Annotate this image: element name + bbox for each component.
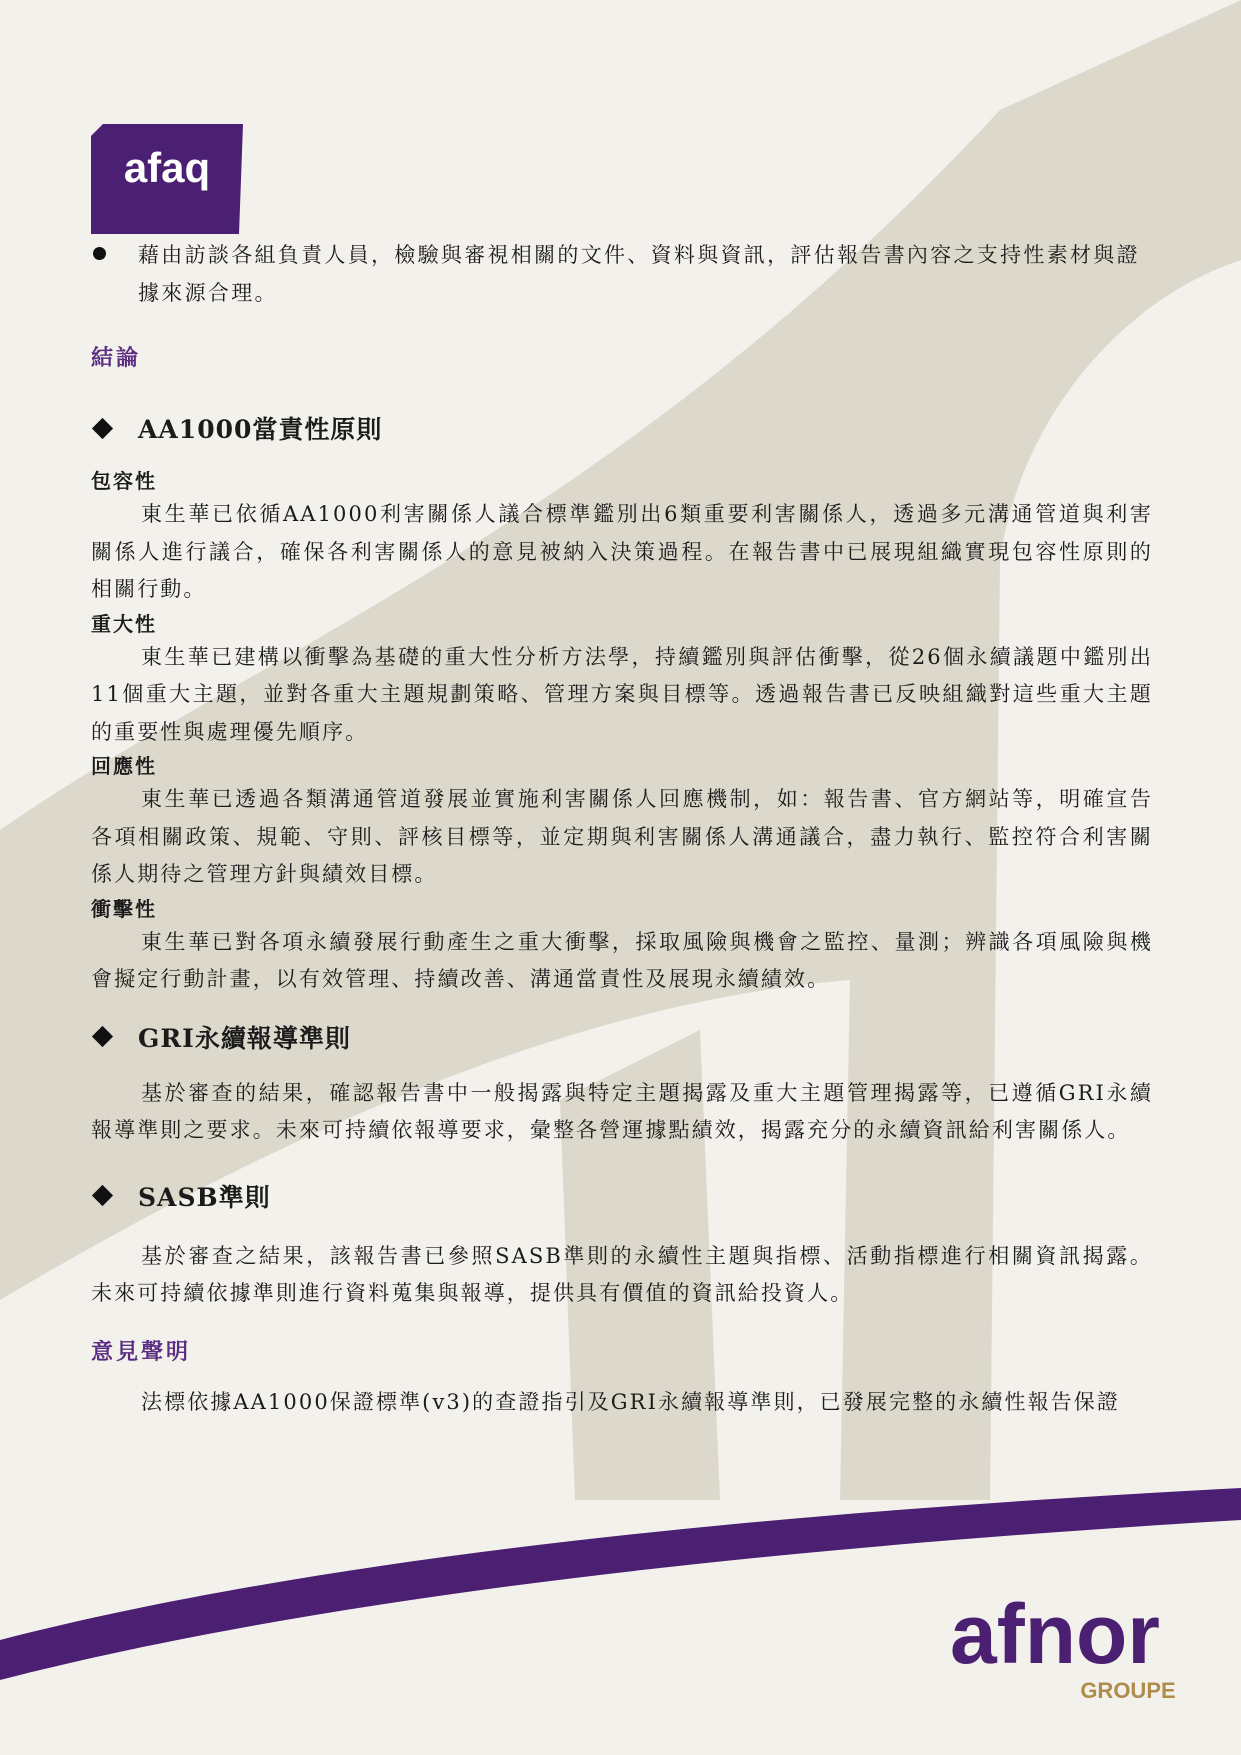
gri-heading bbox=[91, 1019, 1153, 1055]
responsiveness-label: 回應性 bbox=[91, 754, 157, 778]
aa1000-heading bbox=[91, 410, 1153, 446]
conclusion-title: 結論 bbox=[91, 345, 142, 371]
afaq-logo bbox=[91, 124, 243, 234]
sasb-heading bbox=[91, 1178, 1153, 1214]
afnor-logo bbox=[910, 1585, 1200, 1705]
bullet-dot bbox=[93, 247, 106, 260]
diamond-bullet bbox=[92, 1185, 113, 1206]
afnor-logo-text: afnor bbox=[950, 1587, 1160, 1681]
page-content bbox=[91, 236, 1153, 1421]
impact-label: 衝擊性 bbox=[91, 896, 157, 921]
afaq-logo-text: afaq bbox=[123, 144, 211, 191]
gri-heading-text: GRI永續報導準則 bbox=[138, 1023, 351, 1053]
materiality-text: 東生華已建構以衝擊為基礎的重大性分析方法學，持續鑑別與評估衝擊，從26個永續議題中鑑別出11個重大主題，並對各重大主題規劃策略、管理方案與目標等。透過報告書已反映組織對這些重大主題的重要性與處理優先順序。 bbox=[91, 644, 1153, 744]
aa1000-heading-text: AA1000當責性原則 bbox=[138, 415, 383, 444]
inclusivity-text: 東生華已依循AA1000利害關係人議合標準鑑別出6類重要利害關係人，透過多元溝通管道與利害關係人進行議合，確保各利害關係人的意見被納入決策過程。在報告書中已展現組織實現包容性原則的相關行動。 bbox=[91, 502, 1153, 601]
intro-bullet bbox=[91, 236, 1153, 312]
opinion-text: 法標依據AA1000保證標準(v3)的查證指引及GRI永續報導準則，已發展完整的永續性報告保證 bbox=[141, 1389, 1120, 1414]
intro-bullet-text: 藉由訪談各組負責人員，檢驗與審視相關的文件、資料與資訊，評估報告書內容之支持性素材與證據來源合理。 bbox=[138, 243, 1140, 305]
sasb-heading-text: SASB準則 bbox=[138, 1182, 271, 1212]
groupe-logo-text: GROUPE bbox=[1080, 1678, 1176, 1703]
sasb-text: 基於審查之結果，該報告書已參照SASB準則的永續性主題與指標、活動指標進行相關資訊揭露。未來可持續依據準則進行資料蒐集與報導，提供具有價值的資訊給投資人。 bbox=[91, 1243, 1153, 1305]
responsiveness-text: 東生華已透過各類溝通管道發展並實施利害關係人回應機制，如：報告書、官方網站等，明確宣告各項相關政策、規範、守則、評核目標等，並定期與利害關係人溝通議合，盡力執行、監控符合利害關係人期待之管理方針與績效目標。 bbox=[91, 787, 1153, 886]
inclusivity-label: 包容性 bbox=[91, 469, 157, 493]
diamond-bullet bbox=[92, 417, 113, 438]
gri-text: 基於審查的結果，確認報告書中一般揭露與特定主題揭露及重大主題管理揭露等，已遵循GRI永續報導準則之要求。未來可持續依報導要求，彙整各營運據點績效，揭露充分的永續資訊給利害關係人。 bbox=[91, 1080, 1153, 1142]
opinion-title: 意見聲明 bbox=[91, 1338, 192, 1365]
diamond-bullet bbox=[92, 1026, 113, 1047]
materiality-label: 重大性 bbox=[91, 611, 157, 636]
impact-text: 東生華已對各項永續發展行動產生之重大衝擊，採取風險與機會之監控、量測；辨識各項風險與機會擬定行動計畫，以有效管理、持續改善、溝通當責性及展現永續績效。 bbox=[91, 929, 1153, 991]
